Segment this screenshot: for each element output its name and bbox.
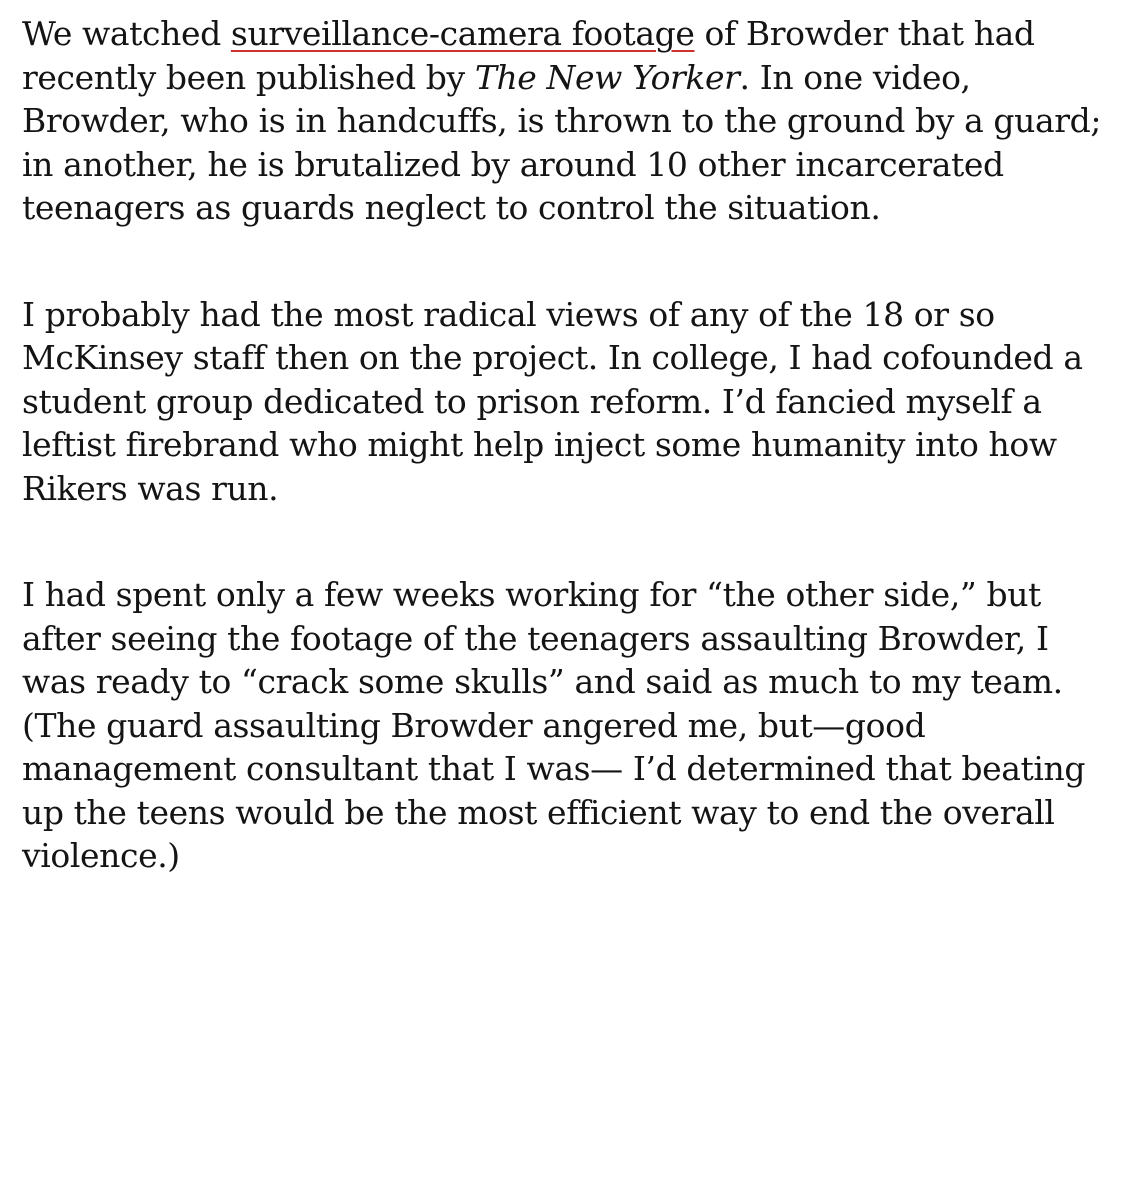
- paragraph-1: [22, 12, 1120, 230]
- paragraph-2: I probably had the most radical views of any of the 18 or so McKinsey staff then on the project. In college, I had cofounded a student group dedicated to prison reform. I’d fancied myself a leftist firebrand who might help inject some humanity into how Rikers was run.: [22, 294, 1083, 508]
- paragraph-1-rest: . In one video, Browder, who is in handcuffs, is thrown to the ground by a guard; in another, he is brutalized by around 10 other incarcerated teenagers as guards neglect to control the situation.: [22, 57, 1102, 227]
- paragraph-1-middle: of Browder that had recently been published by: [22, 14, 1035, 97]
- surveillance-footage-link[interactable]: surveillance-camera footage: [230, 14, 695, 53]
- paragraph-3: I had spent only a few weeks working for “the other side,” but after seeing the footage of the teenagers assaulting Browder, I was ready to “crack some skulls” and said as much to my team. (The guard assaulting Browder angered me, but—good management consultant that I was— I’d determined that beating up the teens would be the most efficient way to end the overall violence.): [22, 575, 1086, 875]
- publication-title: The New Yorker: [474, 57, 740, 97]
- paragraph-1-intro: We watched: [22, 14, 231, 53]
